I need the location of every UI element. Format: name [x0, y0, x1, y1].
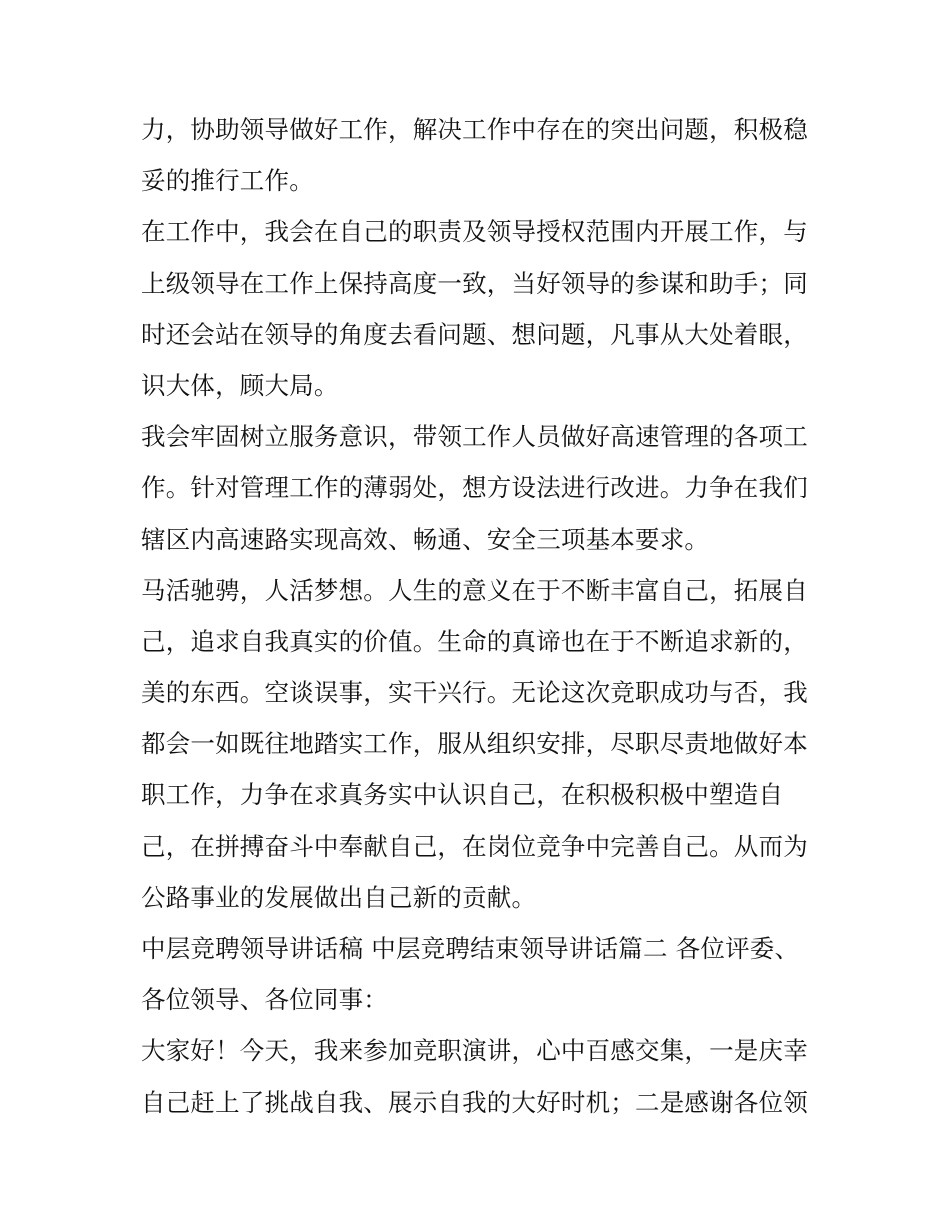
- text-line: 马活驰骋，人活梦想。人生的意义在于不断丰富自己，拓展自: [141, 575, 808, 605]
- text-line: 时还会站在领导的角度去看问题、想问题，凡事从大处着眼，: [141, 319, 808, 349]
- text-line: 作。针对管理工作的薄弱处，想方设法进行改进。力争在我们: [141, 473, 808, 503]
- text-line: 己，追求自我真实的价值。生命的真谛也在于不断追求新的，: [141, 626, 808, 656]
- text-line: 职工作，力争在求真务实中认识自己，在积极积极中塑造自: [141, 780, 784, 810]
- text-line: 自己赶上了挑战自我、展示自我的大好时机；二是感谢各位领: [141, 1087, 808, 1117]
- text-line: 大家好！今天，我来参加竞职演讲，心中百感交集，一是庆幸: [141, 1036, 808, 1066]
- text-line: 各位领导、各位同事：: [141, 985, 388, 1015]
- text-line: 力，协助领导做好工作，解决工作中存在的突出问题，积极稳: [141, 115, 808, 144]
- text-line: 己，在拼搏奋斗中奉献自己，在岗位竞争中完善自己。从而为: [141, 831, 808, 861]
- text-line: 在工作中，我会在自己的职责及领导授权范围内开展工作，与: [141, 217, 808, 247]
- text-line: 公路事业的发展做出自己新的贡献。: [141, 882, 537, 912]
- text-line: 我会牢固树立服务意识，带领工作人员做好高速管理的各项工: [141, 422, 808, 452]
- text-line: 都会一如既往地踏实工作，服从组织安排，尽职尽责地做好本: [141, 729, 808, 759]
- text-line: 妥的推行工作。: [141, 166, 314, 196]
- text-line: 中层竞聘领导讲话稿 中层竞聘结束领导讲话篇二 各位评委、: [141, 934, 800, 963]
- text-line: 美的东西。空谈误事，实干兴行。无论这次竞职成功与否，我: [141, 678, 808, 708]
- text-line: 上级领导在工作上保持高度一致，当好领导的参谋和助手；同: [141, 268, 808, 298]
- body-text: [141, 104, 821, 1128]
- text-line: 识大体，顾大局。: [141, 370, 339, 400]
- text-line: 辖区内高速路实现高效、畅通、安全三项基本要求。: [141, 524, 710, 554]
